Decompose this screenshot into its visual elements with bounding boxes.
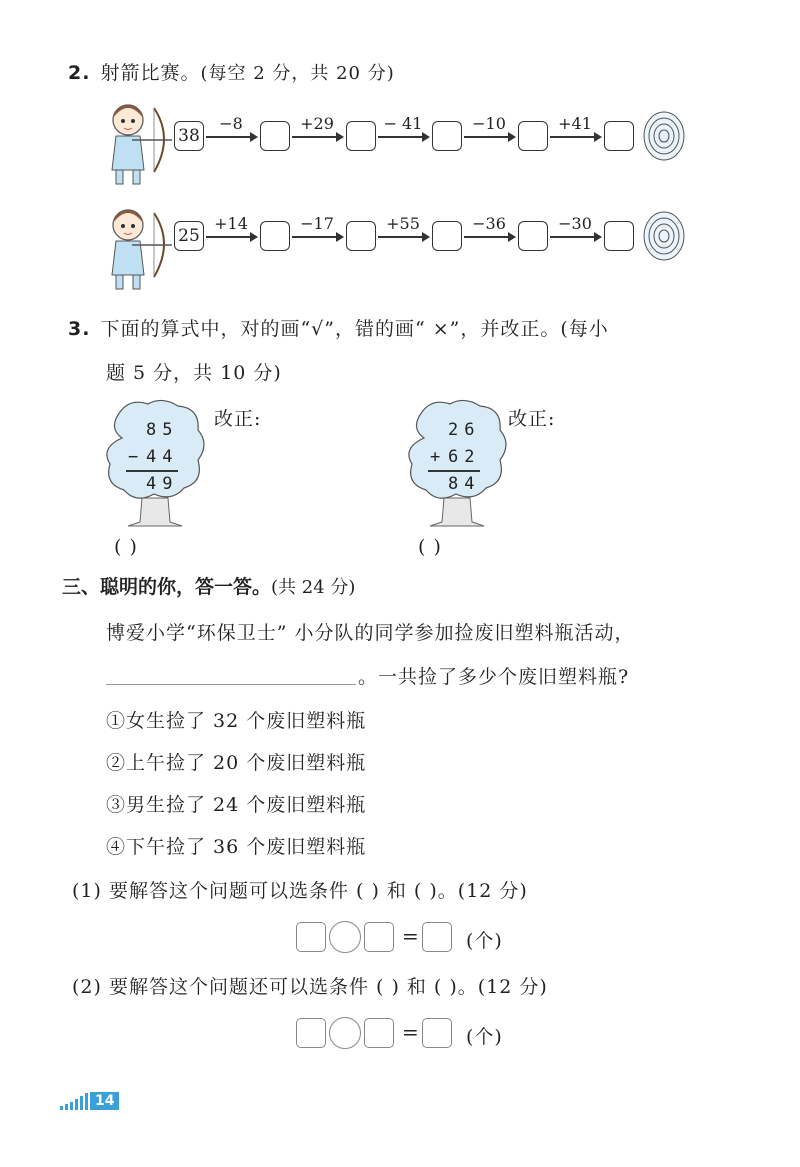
q3-heading bbox=[68, 314, 609, 341]
calc-top: 85 bbox=[146, 420, 179, 440]
q2-number: 2. bbox=[68, 62, 91, 84]
operator-circle[interactable] bbox=[329, 1017, 361, 1049]
arrow bbox=[206, 136, 256, 138]
arrow bbox=[206, 236, 256, 238]
result-box[interactable] bbox=[422, 1018, 452, 1048]
calc-result: 84 bbox=[448, 474, 481, 494]
equals-sign: = bbox=[402, 1020, 419, 1044]
archer-girl-icon bbox=[102, 203, 174, 295]
q3-title-line2: 题 5 分，共 10 分) bbox=[106, 362, 282, 384]
condition-item: ①女生捡了 32 个废旧塑料瓶 bbox=[106, 710, 367, 732]
calc-operator: + bbox=[430, 447, 447, 467]
operation-label: −30 bbox=[558, 214, 592, 233]
operation-label: −8 bbox=[219, 114, 243, 133]
arrow bbox=[378, 136, 428, 138]
operation-label: − 41 bbox=[383, 114, 423, 133]
fix-label: 改正: bbox=[214, 408, 262, 430]
answer-box[interactable] bbox=[604, 121, 634, 151]
problem-text-line2: 。一共捡了多少个废旧塑料瓶? bbox=[358, 666, 630, 688]
arrow bbox=[550, 236, 600, 238]
section3-score: (共 24 分) bbox=[271, 577, 356, 598]
start-box: 38 bbox=[174, 121, 204, 151]
calc-line bbox=[126, 470, 178, 472]
sub-question-2: (2) 要解答这个问题还可以选条件 ( ) 和 ( )。(12 分) bbox=[72, 976, 548, 998]
result-box[interactable] bbox=[422, 922, 452, 952]
operation-label: −36 bbox=[472, 214, 506, 233]
unit-label: (个) bbox=[466, 930, 503, 952]
answer-box[interactable] bbox=[260, 121, 290, 151]
problem-text-line1: 博爱小学“环保卫士” 小分队的同学参加捡废旧塑料瓶活动， bbox=[106, 622, 635, 644]
unit-label: (个) bbox=[466, 1026, 503, 1048]
q2-score: (每空 2 分，共 20 分) bbox=[200, 63, 395, 84]
operation-label: +41 bbox=[558, 114, 592, 133]
answer-box[interactable] bbox=[346, 221, 376, 251]
operation-label: +29 bbox=[300, 114, 334, 133]
condition-item: ②上午捡了 20 个废旧塑料瓶 bbox=[106, 752, 367, 774]
arrow bbox=[464, 236, 514, 238]
q3-title-line1: 下面的算式中，对的画“√”，错的画“ ×”，并改正。(每小 bbox=[100, 318, 609, 340]
section3-title: 三、聪明的你，答一答。 bbox=[62, 576, 272, 598]
judge-paren[interactable]: ( ) bbox=[114, 536, 138, 558]
arrow bbox=[292, 136, 342, 138]
operation-label: +55 bbox=[386, 214, 420, 233]
answer-box[interactable] bbox=[260, 221, 290, 251]
section3-heading bbox=[62, 572, 355, 599]
target-icon bbox=[642, 110, 686, 162]
sub-question-1: (1) 要解答这个问题可以选条件 ( ) 和 ( )。(12 分) bbox=[72, 880, 528, 902]
answer-box[interactable] bbox=[518, 121, 548, 151]
operator-circle[interactable] bbox=[329, 921, 361, 953]
number-box[interactable] bbox=[364, 922, 394, 952]
operation-label: −10 bbox=[472, 114, 506, 133]
answer-box[interactable] bbox=[346, 121, 376, 151]
operation-label: −17 bbox=[300, 214, 334, 233]
arrow bbox=[378, 236, 428, 238]
calc-operator: − bbox=[128, 447, 145, 467]
q3-number: 3. bbox=[68, 318, 91, 340]
q2-title: 射箭比赛。 bbox=[100, 62, 201, 84]
calc-top: 26 bbox=[448, 420, 481, 440]
fix-label: 改正: bbox=[508, 408, 556, 430]
page-bars-icon bbox=[60, 1092, 92, 1110]
calc-bottom: 62 bbox=[448, 447, 481, 467]
condition-item: ③男生捡了 24 个废旧塑料瓶 bbox=[106, 794, 367, 816]
operation-label: +14 bbox=[214, 214, 248, 233]
calc-result: 49 bbox=[146, 474, 179, 494]
answer-box[interactable] bbox=[604, 221, 634, 251]
calc-bottom: 44 bbox=[146, 447, 179, 467]
start-box: 25 bbox=[174, 221, 204, 251]
equals-sign: = bbox=[402, 924, 419, 948]
answer-box[interactable] bbox=[432, 221, 462, 251]
number-box[interactable] bbox=[364, 1018, 394, 1048]
fill-blank-line[interactable] bbox=[106, 684, 356, 685]
judge-paren[interactable]: ( ) bbox=[418, 536, 442, 558]
arrow bbox=[550, 136, 600, 138]
arrow bbox=[292, 236, 342, 238]
number-box[interactable] bbox=[296, 1018, 326, 1048]
page-number: 14 bbox=[90, 1092, 119, 1110]
answer-box[interactable] bbox=[432, 121, 462, 151]
target-icon bbox=[642, 210, 686, 262]
calc-line bbox=[428, 470, 480, 472]
number-box[interactable] bbox=[296, 922, 326, 952]
condition-item: ④下午捡了 36 个废旧塑料瓶 bbox=[106, 836, 367, 858]
answer-box[interactable] bbox=[518, 221, 548, 251]
q2-heading bbox=[68, 58, 395, 85]
arrow bbox=[464, 136, 514, 138]
archer-girl-icon bbox=[102, 98, 174, 190]
